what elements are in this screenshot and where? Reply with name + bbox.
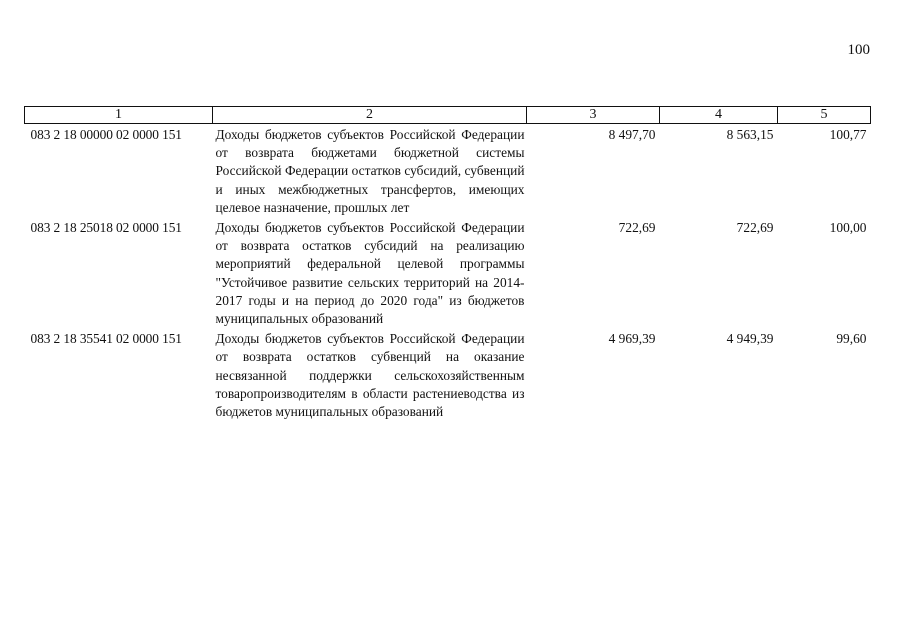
table-row: [25, 217, 871, 328]
page-number: 100: [847, 42, 870, 58]
revenue-description: Доходы бюджетов субъектов Российской Федерации от возврата бюджетами бюджетной системы Российской Федерации остатков субсидий, субвенций и иных межбюджетных трансфертов, имеющих целевое назначение, прошлых лет: [215, 127, 525, 215]
value-col-4: 722,69: [736, 220, 774, 236]
table-header: [25, 107, 871, 124]
value-col-5: 100,00: [829, 220, 867, 236]
budget-table: [24, 106, 871, 421]
value-col-3: 8 497,70: [608, 127, 656, 142]
table-row: [25, 124, 871, 218]
header-cell-5: 5: [778, 107, 871, 124]
header-cell-1: 1: [25, 107, 213, 124]
budget-code: 083 2 18 00000 02 0000 151: [30, 127, 182, 142]
header-row: [25, 107, 871, 124]
value-col-5: 100,77: [829, 127, 867, 142]
header-cell-4: 4: [660, 107, 778, 124]
revenue-description: Доходы бюджетов субъектов Российской Федерации от возврата остатков субсидий на реализацию мероприятий федеральной целевой программы "Устойчивое развитие сельских территорий на 2014-2017 годы и на период до 2020 года" из бюджетов муниципальных образований: [215, 220, 525, 327]
budget-code: 083 2 18 35541 02 0000 151: [30, 331, 182, 347]
budget-code: 083 2 18 25018 02 0000 151: [30, 220, 182, 236]
table-body: [25, 124, 871, 422]
value-col-3: 722,69: [618, 220, 656, 236]
revenue-description: Доходы бюджетов субъектов Российской Федерации от возврата остатков субвенций на оказание несвязанной поддержки сельскохозяйственным товаропроизводителям в области растениеводства из бюджетов муниципальных образований: [215, 331, 525, 420]
value-col-5: 99,60: [836, 331, 867, 347]
table-row: [25, 328, 871, 421]
value-col-3: 4 969,39: [608, 331, 656, 347]
value-col-4: 4 949,39: [726, 331, 774, 347]
header-cell-3: 3: [527, 107, 660, 124]
header-cell-2: 2: [213, 107, 527, 124]
value-col-4: 8 563,15: [726, 127, 774, 142]
